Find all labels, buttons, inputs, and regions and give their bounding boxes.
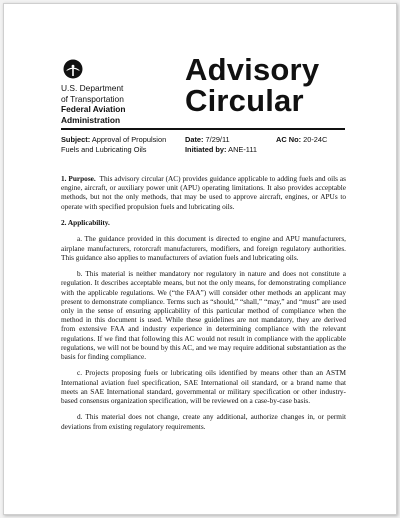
paragraph-d: d. This material does not change, create any additional, authorize changes in, or permit deviations from existing regulatory requirements. bbox=[61, 412, 346, 431]
agency-line: U.S. Department bbox=[61, 83, 124, 93]
document-page bbox=[3, 3, 397, 515]
header-rule bbox=[61, 128, 345, 130]
subject-text: Approval of Propulsion Fuels and Lubricating Oils bbox=[61, 135, 167, 154]
initiated-value: ANE-111 bbox=[228, 144, 258, 154]
section-heading: 1. Purpose. bbox=[61, 174, 96, 183]
section-heading: 2. Applicability. bbox=[61, 218, 110, 227]
acno-label: AC No: bbox=[276, 135, 302, 144]
initiated-label: Initiated by: bbox=[185, 144, 227, 154]
date-value: 7/29/11 bbox=[205, 135, 230, 144]
paragraph-b: b. This material is neither mandatory nor regulatory in nature and does not constitute a regulation. It describes acceptable means, but not the only means, for demonstrating compliance with the applicable regulations. We (“the FAA”) will consider other methods an applicant may present to demonstrate compliance. Terms such as “should,” “shall,” “may,” and “must” are used only in the sense of ensuring applicability of this particular method of compliance when the method in this document is used. While these guidelines are not mandatory, they are derived from extensive FAA and industry experience in determining compliance with the relevant regulations. If we find that following this AC would not result in compliance with the applicable regulations, we will not be bound by this AC, and we may require additional substantiation as the basis for finding compliance. bbox=[61, 269, 346, 362]
ac-number-block bbox=[276, 135, 356, 145]
agency-line: Federal Aviation bbox=[61, 104, 126, 115]
section-purpose bbox=[61, 174, 346, 211]
date-block bbox=[185, 135, 275, 154]
title-line: Advisory bbox=[185, 52, 320, 87]
agency-line: of Transportation bbox=[61, 93, 124, 104]
subject-label: Subject: bbox=[61, 135, 91, 144]
paragraph-a: a. The guidance provided in this document is directed to engine and APU manufacturers, airplane manufacturers, rotorcraft manufacturers, modifiers, and foreign regulatory authorities. This guidance also applies to manufacturers of aviation fuels and lubricating oils. bbox=[61, 234, 346, 262]
date-label: Date: bbox=[185, 135, 204, 144]
title-line: Circular bbox=[185, 83, 304, 118]
agency-block bbox=[61, 83, 126, 125]
section-text: This advisory circular (AC) provides guidance applicable to adding fuels and oils as engine, aircraft, or auxiliary power unit (APU) operating limitations. It also provides acceptable methods, but not the only methods, that may be used to approve aircraft, engines, or APUs to operate with specified propulsion fuels and lubricating oils. bbox=[61, 174, 346, 211]
acno-value: 20-24C bbox=[303, 135, 328, 144]
subject-block bbox=[61, 135, 183, 154]
document-body bbox=[61, 174, 346, 438]
paragraph-c: c. Projects proposing fuels or lubricating oils identified by means other than an ASTM International aviation fuel specification, SAE International oil standard, or a brand name that meets an SAE International standard, governmental or military specification or other industry-based consensus organization specification, will be reviewed on a case-by-case basis. bbox=[61, 368, 346, 406]
dot-logo-icon bbox=[63, 59, 83, 79]
document-title bbox=[185, 54, 319, 116]
agency-line: Administration bbox=[61, 114, 121, 125]
